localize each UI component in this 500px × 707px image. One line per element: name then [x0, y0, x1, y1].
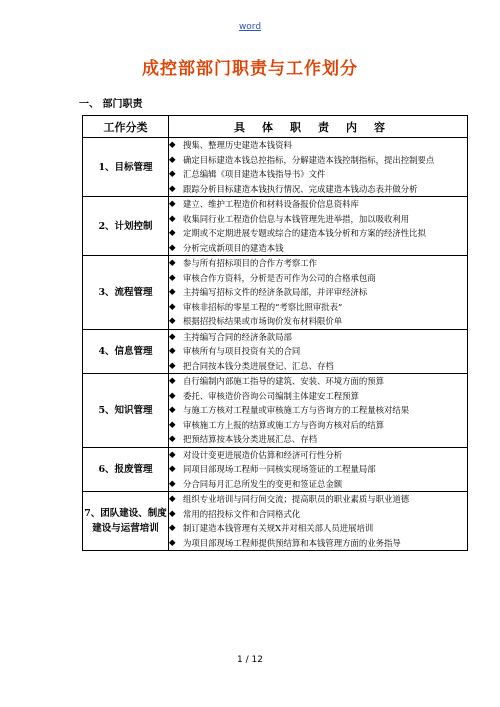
row-items-cell [169, 329, 468, 374]
bullet-diamond-icon: ◆ [169, 405, 176, 415]
bullet-diamond-icon: ◆ [169, 301, 176, 312]
bullet-diamond-icon: ◆ [169, 242, 176, 253]
bullet-diamond-icon: ◆ [169, 199, 176, 209]
duty-list [169, 256, 467, 329]
row-items-cell [169, 492, 468, 551]
list-item-text: 主持编写合同的经济条款局部 [183, 331, 292, 342]
row-items-cell [169, 447, 468, 492]
list-item [169, 197, 467, 212]
table-row [83, 138, 468, 197]
list-item [169, 359, 467, 374]
list-item-text: 同项目部现场工程师一同核实现场签证的工程量局部 [183, 464, 376, 474]
duty-list [169, 448, 467, 492]
list-item-text: 自行编制内部施工指导的建筑、安装、环境方面的预算 [183, 376, 384, 386]
list-item [169, 314, 467, 329]
list-item-text: 委托、审核造价咨询公司编制主体建安工程预算 [183, 390, 359, 401]
list-item [169, 403, 467, 418]
row-category: 3、流程管理 [83, 256, 169, 330]
column-header-content: 具体职责内容 [169, 116, 468, 138]
bullet-diamond-icon: ◆ [169, 390, 176, 401]
list-item [169, 389, 467, 404]
bullet-diamond-icon: ◆ [169, 331, 176, 342]
bullet-diamond-icon: ◆ [169, 478, 176, 489]
list-item-text: 对设计变更进展造价估算和经济可行性分析 [183, 449, 343, 460]
bullet-diamond-icon: ◆ [169, 449, 176, 460]
list-item [169, 285, 467, 300]
table-row [83, 197, 468, 256]
list-item [169, 153, 467, 168]
table-row [83, 492, 468, 551]
list-item [169, 330, 467, 345]
table-row [83, 447, 468, 492]
table-row [83, 374, 468, 448]
list-item-text: 主持编写招标文件的经济条款局部，并评审经济标 [183, 287, 368, 297]
list-item [169, 374, 467, 389]
list-item [169, 448, 467, 463]
bullet-diamond-icon: ◆ [169, 537, 176, 548]
list-item-text: 根据招投标结果或市场询价发布材料限价单 [183, 316, 343, 326]
list-item-text: 跟踪分析目标建造本钱执行情况、完成建造本钱动态表并做分析 [183, 183, 418, 194]
list-item [169, 300, 467, 315]
list-item-text: 审核所有与项目投资有关的合同 [183, 346, 301, 356]
row-items-cell [169, 256, 468, 330]
bullet-diamond-icon: ◆ [169, 183, 176, 194]
list-item-text: 审核施工方上报的结算或施工方与咨询方核对后的结算 [183, 419, 384, 430]
bullet-diamond-icon: ◆ [169, 258, 176, 268]
table-body [83, 138, 468, 551]
list-item [169, 432, 467, 447]
row-category: 6、报废管理 [83, 447, 169, 492]
duty-list [169, 197, 467, 255]
bullet-diamond-icon: ◆ [169, 376, 176, 386]
list-item-text: 搜集、整理历史建造本钱资料 [183, 140, 292, 150]
list-item-text: 分析完成新项目的建造本钱 [183, 242, 284, 253]
row-items-cell [169, 374, 468, 448]
bullet-diamond-icon: ◆ [169, 523, 176, 533]
bullet-diamond-icon: ◆ [169, 360, 176, 371]
list-item [169, 256, 467, 271]
bullet-diamond-icon: ◆ [169, 464, 176, 474]
list-item-text: 组织专业培训与同行间交流；提高职员的职业素质与职业道德 [183, 494, 410, 504]
list-item-text: 分合同每月汇总所发生的变更和签证总金额 [183, 478, 343, 489]
list-item-text: 建立、维护工程造价和材料设备报价信息资料库 [183, 199, 359, 209]
bullet-diamond-icon: ◆ [169, 140, 176, 150]
list-item [169, 507, 467, 522]
table-row [83, 256, 468, 330]
bullet-diamond-icon: ◆ [169, 419, 176, 430]
row-items-cell [169, 138, 468, 197]
duty-list [169, 374, 467, 447]
list-item [169, 271, 467, 286]
list-item-text: 把合同按本钱分类进展登记、汇总、存档 [183, 360, 334, 371]
row-items-cell [169, 197, 468, 256]
bullet-diamond-icon: ◆ [169, 169, 176, 179]
bullet-diamond-icon: ◆ [169, 228, 176, 238]
column-header-category: 工作分类 [83, 116, 169, 138]
bullet-diamond-icon: ◆ [169, 346, 176, 356]
duty-list [169, 492, 467, 550]
list-item [169, 182, 467, 197]
list-item-text: 审核非招标的零星工程的“考察比照审批表” [183, 301, 343, 312]
list-item [169, 462, 467, 477]
bullet-diamond-icon: ◆ [169, 213, 176, 224]
bullet-diamond-icon: ◆ [169, 272, 176, 283]
list-item-text: 为项目部现场工程师提供预结算和本钱管理方面的业务指导 [183, 537, 401, 548]
bullet-diamond-icon: ◆ [169, 287, 176, 297]
row-category: 7、团队建设、制度建设与运营培训 [83, 492, 169, 551]
list-item [169, 241, 467, 256]
list-item [169, 418, 467, 433]
list-item-text: 汇总编辑《项目建造本钱指导书》文件 [183, 169, 326, 179]
list-item-text: 参与所有招标项目的合作方考察工作 [183, 258, 317, 268]
header-word-link[interactable]: word [238, 22, 262, 32]
list-item-text: 制订建造本钱管理有关规X并对相关部人员进展培训 [183, 523, 374, 533]
duty-list [169, 138, 467, 196]
section-heading: 一、 部门职责 [79, 99, 143, 110]
list-item-text: 收集同行业工程造价信息与本钱管理先进举措，加以吸收利用 [183, 213, 410, 224]
list-item-text: 常用的招投标文件和合同格式化 [183, 508, 301, 519]
row-category: 2、计划控制 [83, 197, 169, 256]
list-item [169, 212, 467, 227]
duty-list [169, 330, 467, 374]
bullet-diamond-icon: ◆ [169, 494, 176, 504]
bullet-diamond-icon: ◆ [169, 508, 176, 519]
list-item [169, 492, 467, 507]
list-item [169, 138, 467, 153]
row-category: 4、信息管理 [83, 329, 169, 374]
list-item [169, 521, 467, 536]
list-item [169, 536, 467, 551]
list-item-text: 确定目标建造本钱总控指标，分解建造本钱控制指标，提出控制要点 [183, 154, 435, 165]
duty-table [82, 115, 468, 551]
list-item [169, 226, 467, 241]
row-category: 5、知识管理 [83, 374, 169, 448]
row-category: 1、目标管理 [83, 138, 169, 197]
page-title: 成控部部门职责与工作划分 [142, 59, 358, 79]
list-item-text: 定期或不定期进展专题或综合的建造本钱分析和方案的经济性比拟 [183, 228, 426, 238]
table-header-row [83, 116, 468, 138]
page-indicator: 1 / 12 [237, 655, 263, 665]
bullet-diamond-icon: ◆ [169, 316, 176, 326]
list-item [169, 477, 467, 492]
bullet-diamond-icon: ◆ [169, 154, 176, 165]
list-item [169, 167, 467, 182]
list-item-text: 审核合作方资料，分析是否可作为公司的合格承包商 [183, 272, 376, 283]
list-item-text: 与施工方核对工程量或审核施工方与咨询方的工程量核对结果 [183, 405, 410, 415]
list-item-text: 把预结算按本钱分类进展汇总、存档 [183, 434, 317, 444]
list-item [169, 344, 467, 359]
table-row [83, 329, 468, 374]
bullet-diamond-icon: ◆ [169, 434, 176, 444]
